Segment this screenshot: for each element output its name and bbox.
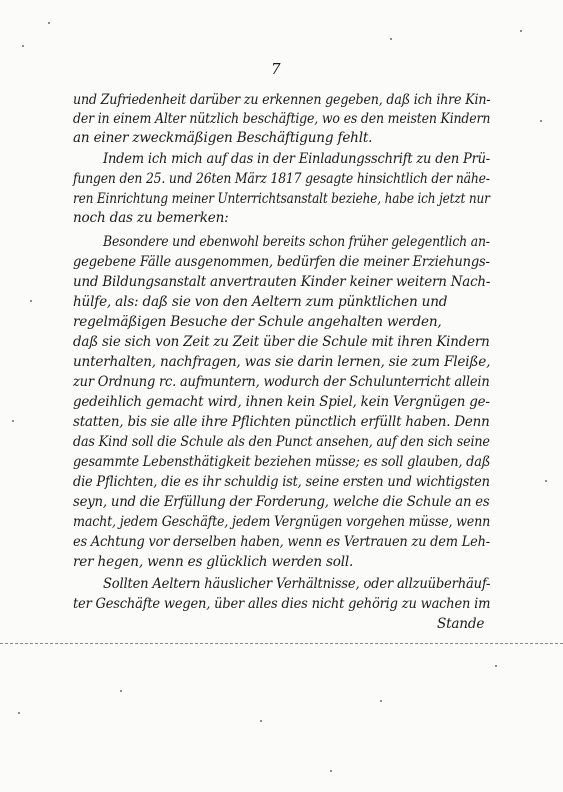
text-line: Sollten Aeltern häuslicher Verhältnisse, oder allzuüberhäuf- <box>103 576 491 592</box>
page-number: 7 <box>271 60 281 78</box>
page-edge-rule <box>0 643 563 644</box>
catchword: Stande <box>437 616 485 632</box>
text-line: gegebene Fälle ausgenommen, bedürfen die meiner Erziehungs- <box>73 254 490 270</box>
text-line: Indem ich mich auf das in der Einladungsschrift zu den Prü- <box>103 151 491 167</box>
text-line: daß sie sich von Zeit zu Zeit über die Schule mit ihren Kindern <box>73 334 490 350</box>
text-line: seyn, und die Erfüllung der Forderung, welche die Schule an es <box>73 494 490 510</box>
text-line: regelmäßigen Besuche der Schule angehalten werden, <box>73 314 442 330</box>
text-line: statten, bis sie alle ihre Pflichten pünctlich erfüllt haben. Denn <box>73 414 490 430</box>
text-line: gedeihlich gemacht wird, ihnen kein Spiel, kein Vergnügen ge- <box>73 394 490 410</box>
text-line: ren Einrichtung meiner Unterrichtsanstalt beziehe, habe ich jetzt nur <box>73 191 490 207</box>
text-line: zur Ordnung rc. aufmuntern, wodurch der Schulunterricht allein <box>73 374 490 390</box>
text-line: noch das zu bemerken: <box>73 210 229 226</box>
text-line: der in einem Alter nützlich beschäftige, wo es den meisten Kindern <box>73 111 491 127</box>
text-line: es Achtung vor derselben haben, wenn es Vertrauen zu dem Leh- <box>73 534 490 550</box>
text-line: hülfe, als: daß sie von den Aeltern zum pünktlichen und <box>73 294 448 310</box>
text-line: Besondere und ebenwohl bereits schon früher gelegentlich an- <box>103 234 490 250</box>
text-line: die Pflichten, die es ihr schuldig ist, seine ersten und wichtigsten <box>73 474 490 490</box>
text-line: und Bildungsanstalt anvertrauten Kinder keiner weitern Nach- <box>73 274 491 290</box>
text-line: unterhalten, nachfragen, was sie darin lernen, sie zum Fleiße, <box>73 354 491 370</box>
text-line: macht, jedem Geschäfte, jedem Vergnügen vorgehen müsse, wenn <box>73 514 491 530</box>
text-line: fungen den 25. und 26ten März 1817 gesagte hinsichtlich der nähe- <box>73 171 490 187</box>
text-line: gesammte Lebensthätigkeit beziehen müsse; es soll glauben, daß <box>73 454 491 470</box>
text-line: ter Geschäfte wegen, über alles dies nicht gehörig zu wachen im <box>73 596 491 612</box>
text-line: und Zufriedenheit darüber zu erkennen gegeben, daß ich ihre Kin- <box>73 92 491 108</box>
text-line: das Kind soll die Schule als den Punct ansehen, auf den sich seine <box>73 434 490 450</box>
text-line: an einer zweckmäßigen Beschäftigung fehlt. <box>73 130 373 146</box>
text-line: rer hegen, wenn es glücklich werden soll. <box>73 554 354 570</box>
